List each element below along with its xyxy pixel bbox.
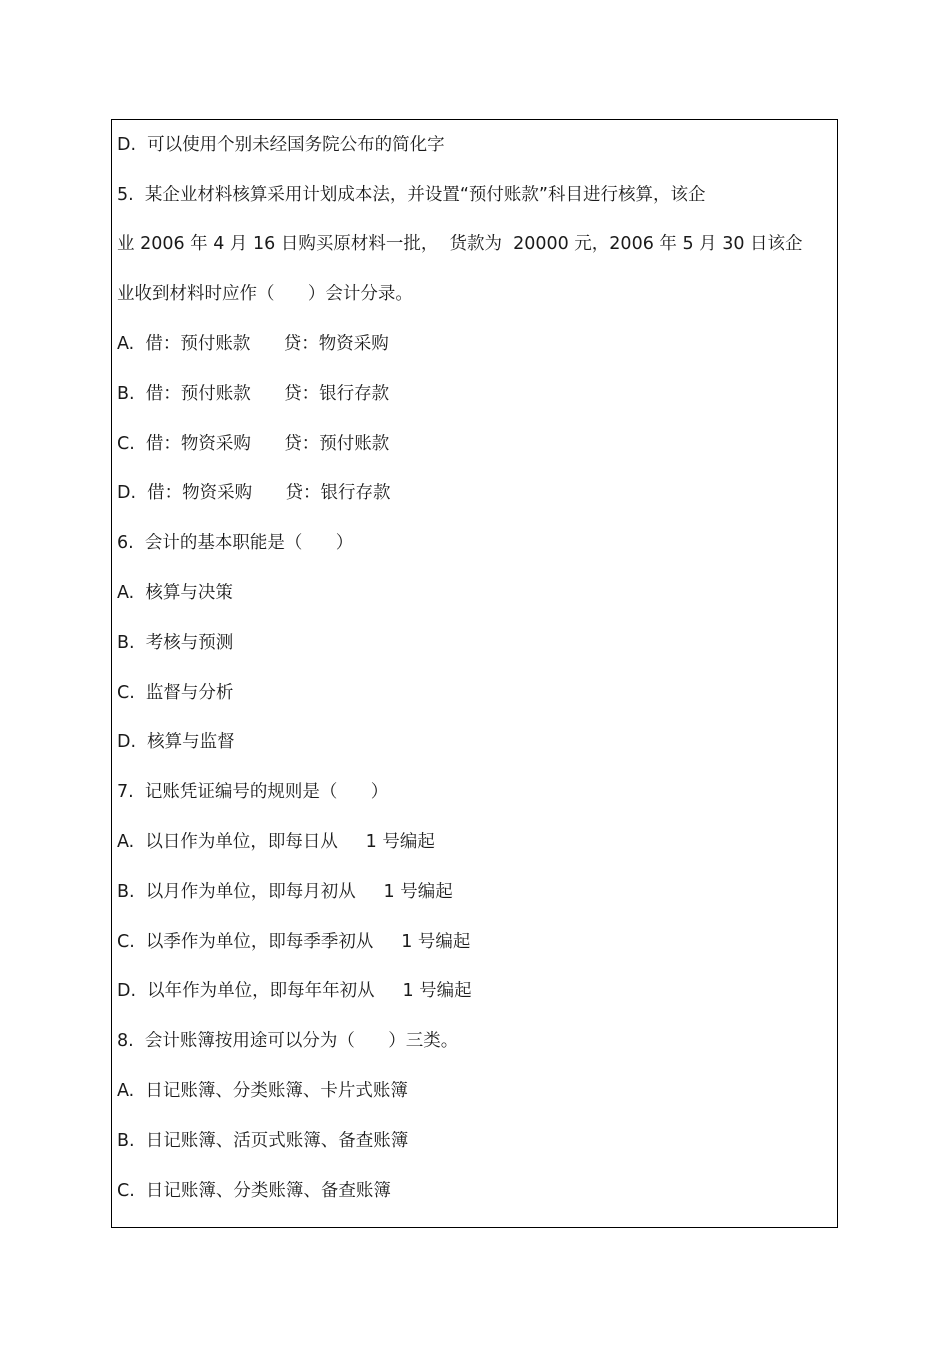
question-line-continued: 业 2006 年 4 月 16 日购买原材料一批， 货款为 20000 元，2006 年 5 月 30 日该企 xyxy=(117,234,803,254)
option-line: D. 借：物资采购 贷：银行存款 xyxy=(117,483,391,503)
option-line: A. 以日作为单位，即每日从 1 号编起 xyxy=(117,832,435,852)
question-line: 6. 会计的基本职能是（ ） xyxy=(117,533,354,553)
option-line: C. 借：物资采购 贷：预付账款 xyxy=(117,434,390,454)
option-line: C. 日记账簿、分类账簿、备查账簿 xyxy=(117,1181,391,1201)
option-line: B. 借：预付账款 贷：银行存款 xyxy=(117,384,390,404)
option-line: B. 以月作为单位，即每月初从 1 号编起 xyxy=(117,882,453,902)
option-line: C. 监督与分析 xyxy=(117,683,234,703)
option-line: B. 日记账簿、活页式账簿、备查账簿 xyxy=(117,1131,409,1151)
question-line: 8. 会计账簿按用途可以分为（ ）三类。 xyxy=(117,1031,459,1051)
option-line: A. 日记账簿、分类账簿、卡片式账簿 xyxy=(117,1081,408,1101)
option-line: D. 可以使用个别未经国务院公布的简化字 xyxy=(117,135,445,155)
option-line: A. 核算与决策 xyxy=(117,583,233,603)
option-line: B. 考核与预测 xyxy=(117,633,234,653)
option-line: C. 以季作为单位，即每季季初从 1 号编起 xyxy=(117,932,471,952)
option-line: D. 核算与监督 xyxy=(117,732,235,752)
question-line: 5. 某企业材料核算采用计划成本法，并设置“预付账款”科目进行核算，该企 xyxy=(117,185,706,205)
option-line: D. 以年作为单位，即每年年初从 1 号编起 xyxy=(117,981,472,1001)
option-line: A. 借：预付账款 贷：物资采购 xyxy=(117,334,389,354)
question-line: 7. 记账凭证编号的规则是（ ） xyxy=(117,782,389,802)
question-line-continued: 业收到材料时应作（ ）会计分录。 xyxy=(117,284,413,304)
